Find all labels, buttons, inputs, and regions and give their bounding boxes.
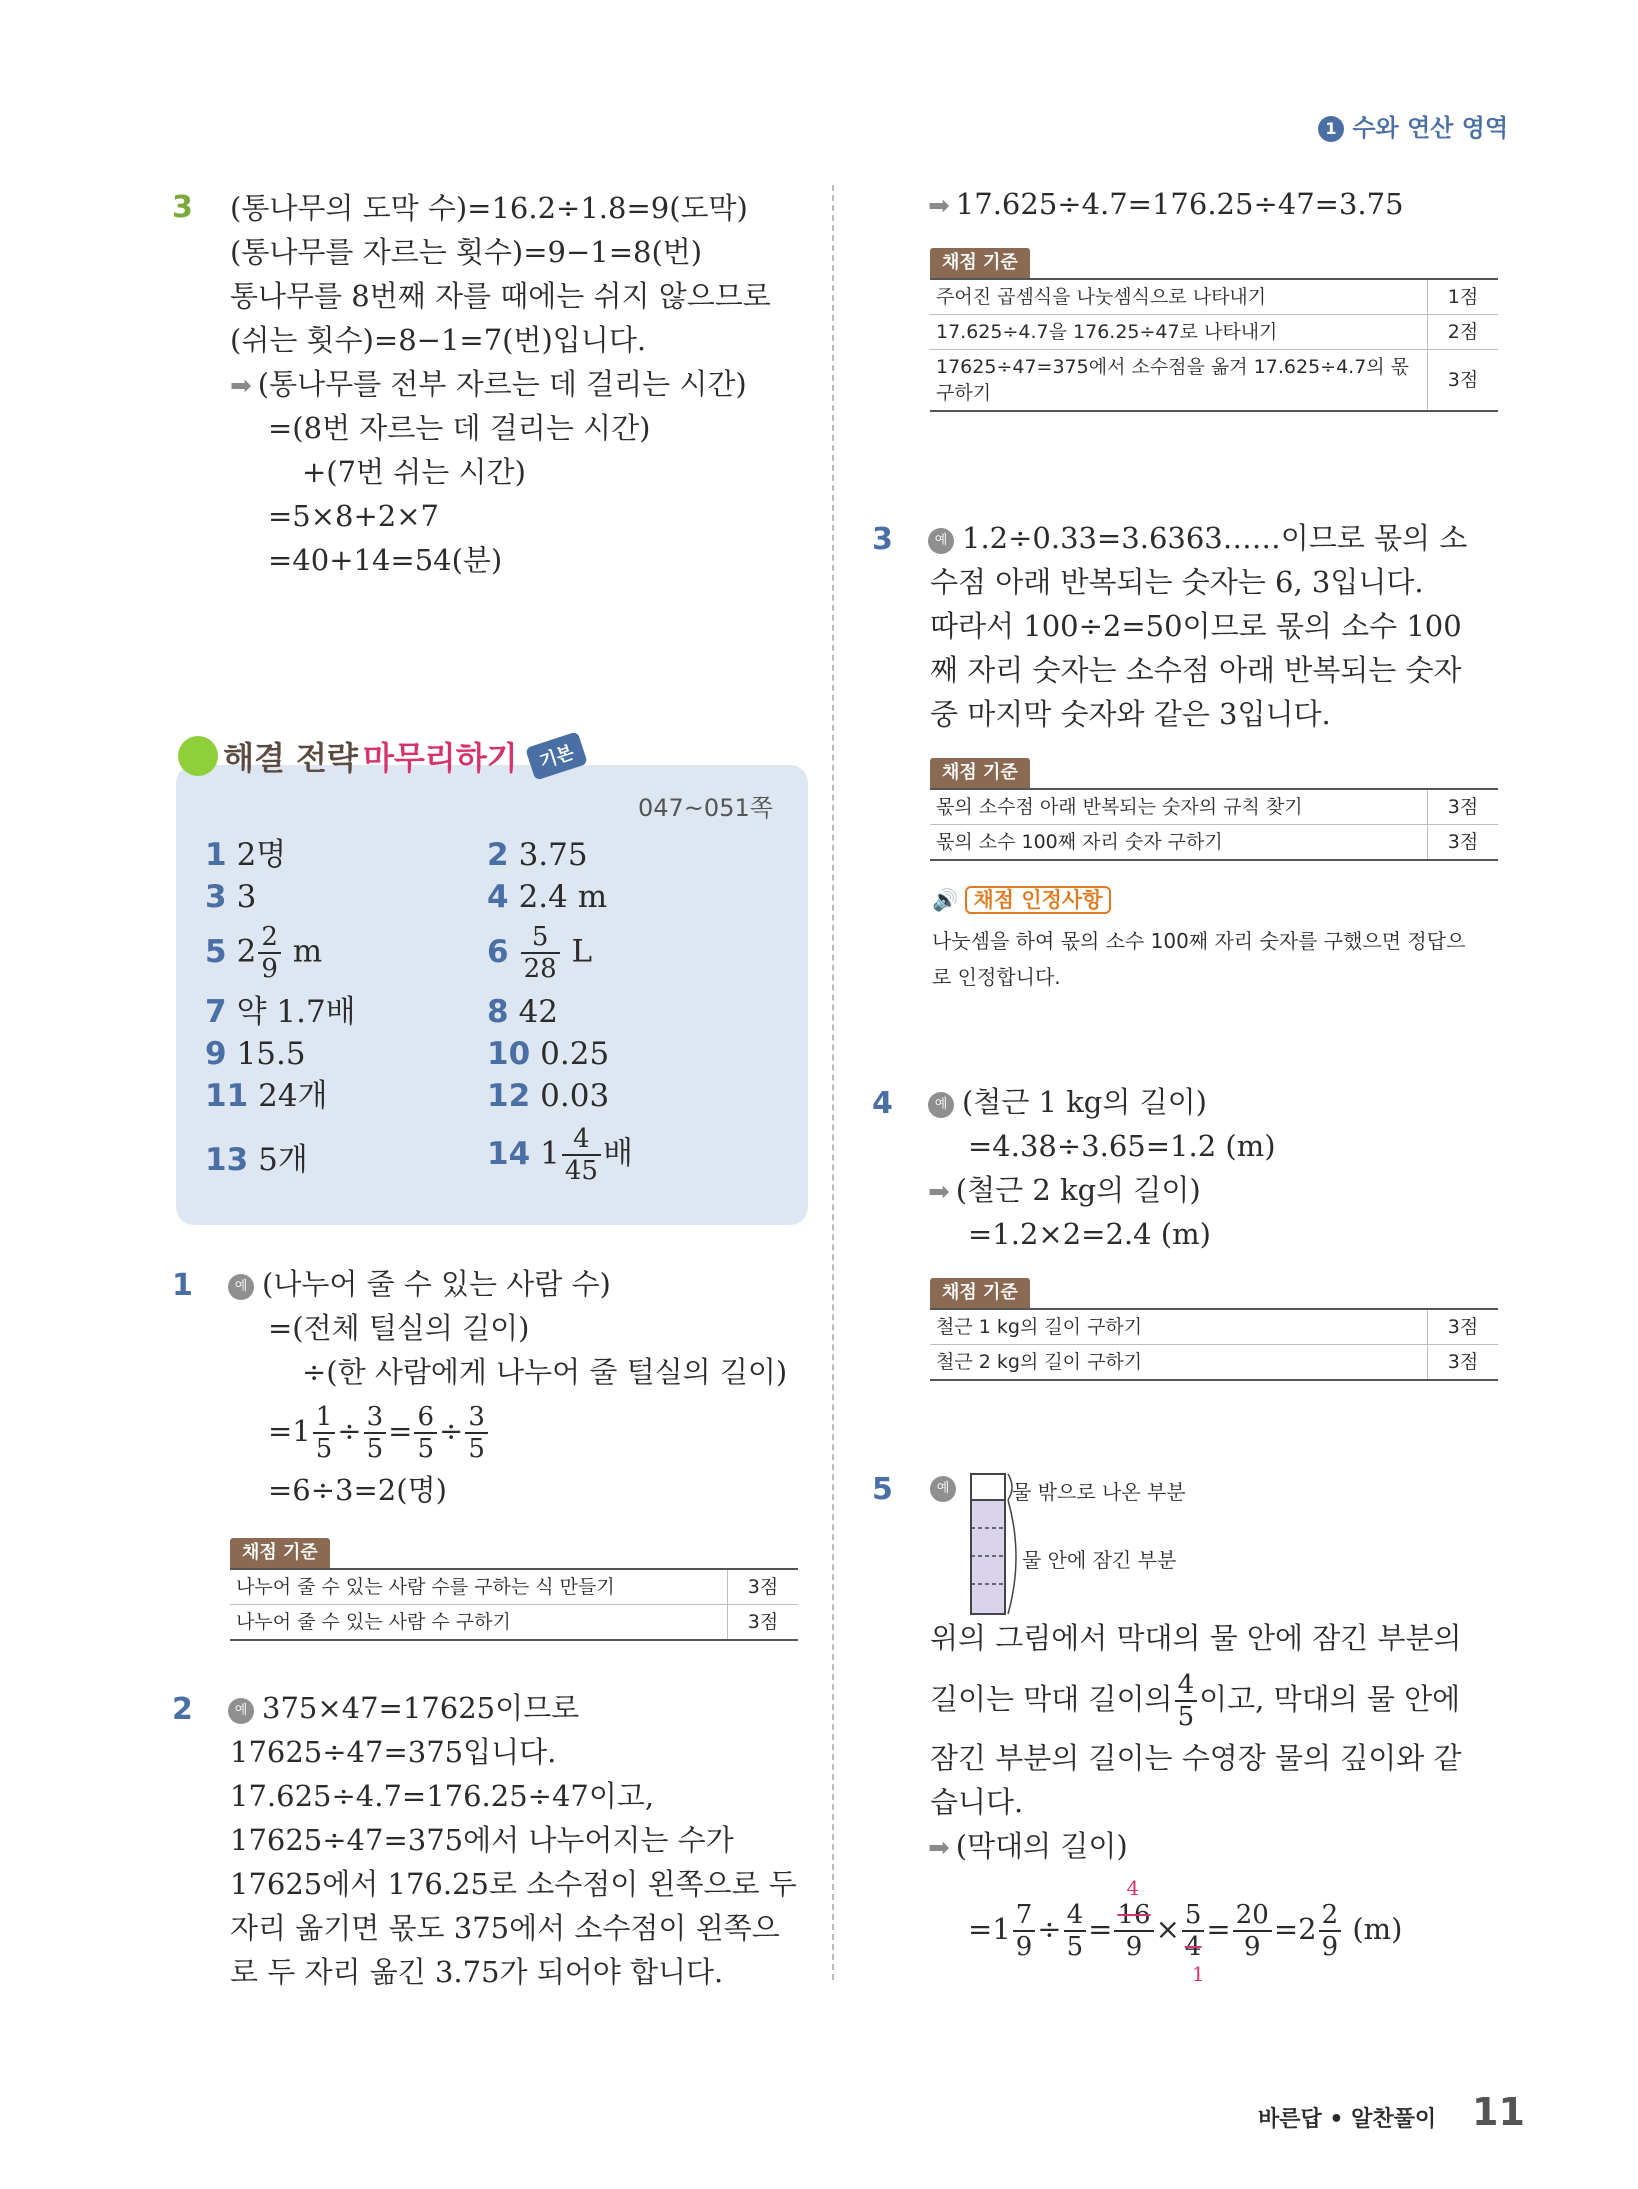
math-line xyxy=(268,1402,490,1464)
numerator: 2 xyxy=(258,922,281,954)
footer-label: 바른답 • 알찬풀이 xyxy=(1258,2107,1437,2132)
rubric-points: 3점 xyxy=(728,1605,799,1641)
text-line: =5×8+2×7 xyxy=(268,499,439,533)
operator: = xyxy=(1206,1912,1231,1946)
text-span: (철근 1 kg의 길이) xyxy=(962,1085,1207,1119)
numerator: 20 xyxy=(1233,1900,1272,1932)
text-line: =6÷3=2(명) xyxy=(268,1473,447,1507)
answer-key: 14 xyxy=(487,1135,531,1172)
text-line xyxy=(230,362,747,408)
table-row xyxy=(930,350,1498,412)
text-line xyxy=(228,1262,611,1306)
answer-key: 9 xyxy=(205,1036,227,1072)
answer-item xyxy=(205,877,256,917)
text-span: 375×47=17625이므로 xyxy=(262,1691,580,1725)
example-badge: 예 xyxy=(228,1274,254,1300)
arrow-icon: ➡ xyxy=(230,371,252,401)
denominator: 9 xyxy=(1321,1932,1339,1962)
rubric-points: 3점 xyxy=(1428,1345,1499,1381)
numerator: 5 xyxy=(521,922,560,954)
operator: = xyxy=(1088,1912,1113,1946)
table-row xyxy=(930,825,1498,861)
answer-unit: m xyxy=(292,933,323,970)
text-span: =1 xyxy=(268,1414,311,1448)
operator: ÷ xyxy=(337,1414,362,1448)
strategy-title-b: 마무리하기 xyxy=(362,739,518,777)
text-line: +(7번 쉬는 시간) xyxy=(302,455,526,489)
arrow-icon: ➡ xyxy=(928,1833,950,1863)
answer-unit: L xyxy=(571,933,593,970)
column-divider xyxy=(832,185,834,1980)
answer-item xyxy=(487,992,558,1032)
text-line: 위의 그림에서 막대의 물 안에 잠긴 부분의 xyxy=(930,1621,1462,1655)
answer-value: 2명 xyxy=(236,837,287,873)
text-line xyxy=(930,1670,1460,1732)
rubric-table xyxy=(930,1308,1498,1381)
rubric-criterion: 나누어 줄 수 있는 사람 수를 구하는 식 만들기 xyxy=(230,1569,728,1605)
answer-item xyxy=(205,1140,308,1180)
denominator: 5 xyxy=(1066,1932,1084,1962)
text-span: 길이는 막대 길이의 xyxy=(930,1682,1173,1716)
table-row xyxy=(230,1605,798,1641)
fraction xyxy=(1013,1900,1036,1962)
text-line: ÷(한 사람에게 나누어 줄 털실의 길이) xyxy=(302,1355,788,1389)
numerator: 6 xyxy=(414,1402,437,1434)
denominator: 5 xyxy=(417,1434,435,1464)
answer-item xyxy=(205,992,356,1032)
text-line: 17625에서 176.25로 소수점이 왼쪽으로 두 xyxy=(230,1867,797,1901)
answer-key: 10 xyxy=(487,1036,531,1072)
answer-value: 42 xyxy=(518,994,559,1030)
operator: = xyxy=(388,1414,413,1448)
rubric-points: 3점 xyxy=(1428,825,1499,861)
numerator: 2 xyxy=(1319,1900,1342,1932)
fraction xyxy=(1175,1670,1198,1732)
text-line: 습니다. xyxy=(930,1785,1024,1819)
text-span: 이고, 막대의 물 안에 xyxy=(1199,1682,1461,1716)
text-line: =4.38÷3.65=1.2 (m) xyxy=(968,1129,1276,1163)
rubric-criterion: 17.625÷4.7을 176.25÷47로 나타내기 xyxy=(930,315,1428,350)
table-row xyxy=(930,789,1498,825)
text-line: 자리 옮기면 몫도 375에서 소수점이 왼쪽으 xyxy=(230,1911,780,1945)
accept-text: 로 인정합니다. xyxy=(932,965,1061,989)
rod-inside xyxy=(971,1500,1005,1614)
rubric-criterion: 몫의 소수점 아래 반복되는 숫자의 규칙 찾기 xyxy=(930,789,1428,825)
text-span: (나누어 줄 수 있는 사람 수) xyxy=(262,1267,611,1301)
fraction xyxy=(258,922,281,984)
text-span: =2 xyxy=(1273,1912,1317,1946)
rod-outside xyxy=(971,1474,1005,1500)
table-row xyxy=(930,1345,1498,1381)
text-span: 1.2÷0.33=3.6363……이므로 몫의 소 xyxy=(962,521,1468,555)
fraction xyxy=(1233,1900,1272,1962)
table-row xyxy=(930,1309,1498,1345)
answer-value: 0.03 xyxy=(540,1078,610,1114)
text-line: 수점 아래 반복되는 숫자는 6, 3입니다. xyxy=(930,565,1424,599)
rubric-tag: 채점 기준 xyxy=(930,1278,1030,1308)
text-line: 중 마지막 숫자와 같은 3입니다. xyxy=(930,697,1331,731)
answer-item xyxy=(205,1034,306,1074)
text-line: 째 자리 숫자는 소수점 아래 반복되는 숫자 xyxy=(930,653,1462,687)
text-line xyxy=(928,1080,1207,1124)
text-span: (통나무를 전부 자르는 데 걸리는 시간) xyxy=(257,367,747,401)
answer-value: 24개 xyxy=(258,1078,328,1114)
denominator: 5 xyxy=(315,1434,333,1464)
rubric-points: 1점 xyxy=(1428,279,1499,315)
rubric-tag: 채점 기준 xyxy=(930,248,1030,278)
text-line xyxy=(928,516,1467,560)
rubric-points: 3점 xyxy=(1428,789,1499,825)
cancel-bottom: 1 xyxy=(1191,1962,1205,1986)
rubric-table xyxy=(230,1568,798,1641)
denominator: 45 xyxy=(564,1156,598,1186)
section-header xyxy=(1318,108,1508,143)
strategy-title xyxy=(178,733,583,779)
denominator: 5 xyxy=(468,1434,485,1464)
answer-item xyxy=(487,922,592,984)
numerator: 4 xyxy=(1064,1900,1087,1932)
problem-number: 3 xyxy=(172,190,193,225)
table-row xyxy=(930,279,1498,315)
answer-item xyxy=(487,877,607,917)
section-badge: 1 xyxy=(1318,116,1344,142)
problem-number: 1 xyxy=(172,1268,193,1303)
denominator: 4 xyxy=(1184,1932,1202,1962)
numerator: 3 xyxy=(364,1402,387,1434)
answer-value: 3 xyxy=(236,879,257,915)
answer-value: 0.25 xyxy=(540,1036,610,1072)
fraction xyxy=(313,1402,336,1464)
fraction xyxy=(1114,1876,1153,1962)
problem-number: 4 xyxy=(872,1086,893,1121)
text-line: =(전체 털실의 길이) xyxy=(268,1311,530,1345)
answer-key: 1 xyxy=(205,837,227,873)
answer-key: 12 xyxy=(487,1078,531,1114)
denominator: 9 xyxy=(1125,1932,1143,1962)
numerator: 16 xyxy=(1114,1900,1153,1932)
answer-item xyxy=(487,1124,633,1186)
example-badge: 예 xyxy=(930,1476,956,1502)
fraction xyxy=(364,1402,387,1464)
text-line: 17625÷47=375입니다. xyxy=(230,1735,557,1769)
answer-item xyxy=(205,835,286,875)
answer-value: 5개 xyxy=(258,1142,308,1178)
text-line: (쉬는 횟수)=8−1=7(번)입니다. xyxy=(230,323,647,357)
answer-key: 3 xyxy=(205,879,227,915)
fraction xyxy=(562,1124,601,1186)
answer-unit: 배 xyxy=(602,1135,633,1172)
text-line: =40+14=54(분) xyxy=(268,543,503,577)
accept-text: 나눗셈을 하여 몫의 소수 100째 자리 숫자를 구했으면 정답으 xyxy=(932,929,1466,953)
denominator: 9 xyxy=(261,954,278,984)
operator: ÷ xyxy=(1037,1912,1062,1946)
numerator: 4 xyxy=(562,1124,601,1156)
numerator: 1 xyxy=(313,1402,336,1434)
answer-whole: 2 xyxy=(236,933,257,970)
answer-value: 2.4 m xyxy=(518,879,608,915)
text-line: 로 두 자리 옮긴 3.75가 되어야 합니다. xyxy=(230,1955,724,1989)
fraction xyxy=(465,1402,488,1464)
denominator: 5 xyxy=(1177,1702,1195,1732)
denominator: 9 xyxy=(1015,1932,1033,1962)
text-line: =(8번 자르는 데 걸리는 시간) xyxy=(268,411,651,445)
answer-key: 4 xyxy=(487,879,509,915)
table-row xyxy=(230,1569,798,1605)
text-span: =1 xyxy=(968,1912,1011,1946)
rubric-criterion: 철근 2 kg의 길이 구하기 xyxy=(930,1345,1428,1381)
table-row xyxy=(930,315,1498,350)
rubric-criterion: 17625÷47=375에서 소수점을 옮겨 17.625÷4.7의 몫 구하기 xyxy=(930,350,1428,412)
text-line xyxy=(928,182,1404,228)
section-title: 수와 연산 영역 xyxy=(1352,114,1509,142)
text-line: 통나무를 8번째 자를 때에는 쉬지 않으므로 xyxy=(230,279,771,313)
rubric-points: 3점 xyxy=(1428,1309,1499,1345)
answer-key: 11 xyxy=(205,1078,249,1114)
text-line: =1.2×2=2.4 (m) xyxy=(968,1217,1211,1251)
numerator: 4 xyxy=(1175,1670,1198,1702)
rubric-criterion: 나누어 줄 수 있는 사람 수 구하기 xyxy=(230,1605,728,1641)
rubric-table xyxy=(930,278,1498,412)
problem-number: 2 xyxy=(172,1692,193,1727)
answer-item xyxy=(487,1076,609,1116)
text-span: 17.625÷4.7=176.25÷47=3.75 xyxy=(955,187,1404,221)
problem-number: 5 xyxy=(872,1472,893,1507)
answer-item xyxy=(487,835,588,875)
speaker-icon: 🔊 xyxy=(932,888,959,912)
text-line: (통나무를 자르는 횟수)=9−1=8(번) xyxy=(230,235,703,269)
text-line: 17625÷47=375에서 나누어지는 수가 xyxy=(230,1823,734,1857)
page-number: 11 xyxy=(1472,2090,1525,2134)
example-badge: 예 xyxy=(928,1092,954,1118)
text-line xyxy=(228,1686,579,1730)
rubric-table xyxy=(930,788,1498,861)
fraction xyxy=(1182,1900,1205,1986)
brace-in xyxy=(1008,1500,1016,1614)
answer-whole: 1 xyxy=(540,1135,560,1172)
text-span: (철근 2 kg의 길이) xyxy=(955,1173,1201,1207)
answer-item xyxy=(205,1076,328,1116)
rubric-tag: 채점 기준 xyxy=(230,1538,330,1568)
math-line xyxy=(968,1876,1403,1986)
arrow-icon: ➡ xyxy=(928,1177,950,1207)
unit: (m) xyxy=(1352,1912,1403,1946)
label-out: 물 밖으로 나온 부분 xyxy=(1012,1480,1186,1504)
level-tag: 기본 xyxy=(525,731,588,780)
text-line: 잠긴 부분의 길이는 수영장 물의 깊이와 같 xyxy=(930,1741,1462,1775)
fraction xyxy=(521,922,560,984)
answer-key: 8 xyxy=(487,994,509,1030)
accept-title-text: 채점 인정사항 xyxy=(965,886,1110,914)
fraction xyxy=(1319,1900,1342,1962)
answer-value: 3.75 xyxy=(518,837,588,873)
text-span: (막대의 길이) xyxy=(955,1829,1128,1863)
denominator: 5 xyxy=(366,1434,384,1464)
numerator: 7 xyxy=(1013,1900,1036,1932)
answer-item xyxy=(487,1034,609,1074)
text-line: 17.625÷4.7=176.25÷47이고, xyxy=(230,1779,655,1813)
answer-key: 6 xyxy=(487,933,509,970)
operator: ÷ xyxy=(439,1414,464,1448)
answer-value: 약 1.7배 xyxy=(236,994,356,1030)
text-line: 따라서 100÷2=50이므로 몫의 소수 100 xyxy=(930,609,1462,643)
answer-key: 13 xyxy=(205,1142,249,1178)
text-line xyxy=(928,1168,1201,1214)
rubric-points: 3점 xyxy=(728,1569,799,1605)
label-in: 물 안에 잠긴 부분 xyxy=(1022,1548,1177,1572)
accept-title xyxy=(932,884,1111,914)
text-line: (통나무의 도막 수)=16.2÷1.8=9(도막) xyxy=(230,191,748,225)
rubric-criterion: 몫의 소수 100째 자리 숫자 구하기 xyxy=(930,825,1428,861)
mascot-icon xyxy=(178,736,218,776)
numerator: 5 xyxy=(1182,1900,1205,1932)
strategy-title-a: 해결 전략 xyxy=(223,739,358,777)
numerator: 3 xyxy=(465,1402,488,1434)
denominator: 28 xyxy=(523,954,557,984)
problem-number: 3 xyxy=(872,522,893,557)
denominator: 9 xyxy=(1244,1932,1261,1962)
example-badge: 예 xyxy=(228,1698,254,1724)
cancel-top: 4 xyxy=(1126,1876,1140,1900)
rubric-points: 2점 xyxy=(1428,315,1499,350)
example-badge: 예 xyxy=(928,528,954,554)
rubric-points: 3점 xyxy=(1428,350,1499,412)
answer-value: 15.5 xyxy=(236,1036,306,1072)
rubric-tag: 채점 기준 xyxy=(930,758,1030,788)
fraction xyxy=(1064,1900,1087,1962)
answer-item xyxy=(205,922,322,984)
rubric-criterion: 주어진 곱셈식을 나눗셈식으로 나타내기 xyxy=(930,279,1428,315)
answer-key: 7 xyxy=(205,994,227,1030)
arrow-icon: ➡ xyxy=(928,191,950,221)
rubric-criterion: 철근 1 kg의 길이 구하기 xyxy=(930,1309,1428,1345)
text-line xyxy=(928,1824,1128,1870)
operator: × xyxy=(1155,1912,1180,1946)
page-range: 047~051쪽 xyxy=(638,794,773,822)
answer-key: 5 xyxy=(205,933,227,970)
answer-key: 2 xyxy=(487,837,509,873)
fraction xyxy=(414,1402,437,1464)
